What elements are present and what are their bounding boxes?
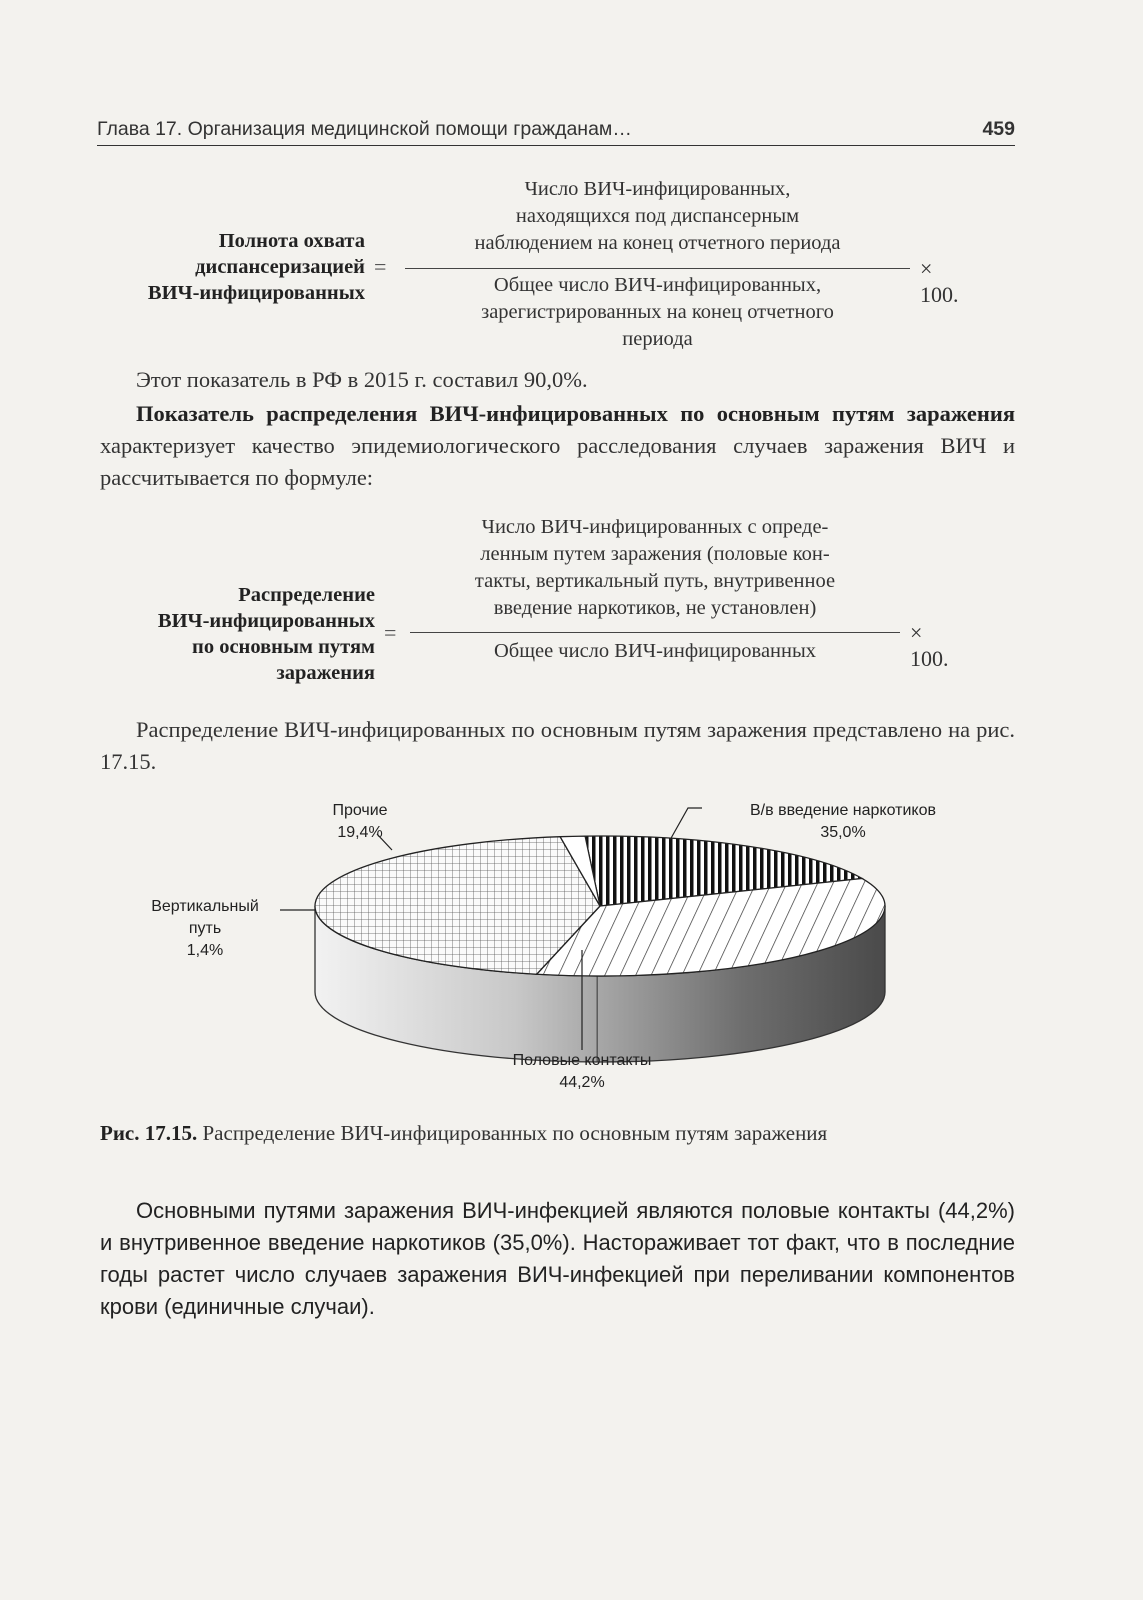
leader-injection bbox=[670, 808, 702, 840]
paragraph-conclusion: Основными путями заражения ВИЧ-инфекцией являются половые контакты (44,2%) и внутривенное введение наркотиков (35,0%). Настораживает тот факт, что в последние годы растет число случаев заражения ВИЧ-инфекцией при переливании компонентов крови (единичные случаи). bbox=[100, 1198, 1015, 1319]
numerator-line: находящихся под диспансерным bbox=[515, 205, 800, 227]
pie-chart bbox=[130, 800, 1010, 1110]
label-line: диспансеризацией bbox=[195, 256, 365, 278]
caption-number: Рис. 17.15. bbox=[100, 1121, 198, 1145]
denominator-line: Общее число ВИЧ-инфицированных, bbox=[493, 274, 822, 296]
label-sexual bbox=[482, 1050, 682, 1094]
label-line: ВИЧ-инфицированных bbox=[147, 282, 365, 304]
label-other-name: Прочие bbox=[332, 802, 388, 819]
formula-coverage-label bbox=[90, 228, 365, 306]
numerator-line: такты, вертикальный путь, внутривенное bbox=[474, 570, 836, 592]
formula-distribution-denominator bbox=[405, 638, 905, 665]
numerator-line: Число ВИЧ-инфицированных с опреде- bbox=[481, 516, 829, 538]
label-other-value: 19,4% bbox=[337, 824, 383, 841]
formula-distribution-numerator bbox=[405, 514, 905, 622]
label-sexual-name: Половые контакты bbox=[512, 1052, 652, 1069]
pie-top-layer bbox=[315, 836, 885, 976]
formula-distribution-label bbox=[90, 582, 375, 686]
figure-caption bbox=[100, 1118, 1015, 1148]
label-vertical-name-2: путь bbox=[188, 920, 222, 937]
paragraph-value: Этот показатель в РФ в 2015 г. составил 90,0%. bbox=[136, 367, 588, 392]
paragraph-indicator bbox=[100, 398, 1015, 494]
label-line: по основным путям bbox=[192, 636, 375, 658]
paragraph-figure-ref: Распределение ВИЧ-инфицированных по основным путям заражения представлено на рис. 17.15. bbox=[100, 717, 1015, 774]
page-number: 459 bbox=[982, 118, 1015, 140]
numerator-line: наблюдением на конец отчетного периода bbox=[474, 232, 841, 254]
equals-sign: = bbox=[384, 620, 397, 645]
label-line: ВИЧ-инфицированных bbox=[157, 610, 375, 632]
multiplier: × 100. bbox=[920, 256, 959, 307]
denominator-line: периода bbox=[622, 328, 693, 350]
chapter-title: Глава 17. Организация медицинской помощи гражданам… bbox=[97, 118, 632, 140]
equals-sign: = bbox=[374, 254, 387, 279]
label-injection bbox=[708, 800, 978, 844]
indicator-term: Показатель распределения ВИЧ-инфицированных по основным путям заражения bbox=[136, 401, 1015, 426]
numerator-line: Число ВИЧ-инфицированных, bbox=[524, 178, 791, 200]
formula-coverage-numerator bbox=[400, 176, 915, 257]
numerator-line: введение наркотиков, не установлен) bbox=[493, 597, 817, 619]
fraction-bar bbox=[410, 632, 900, 633]
running-head bbox=[97, 118, 1015, 146]
indicator-description: характеризует качество эпидемиологического расследования случаев заражения ВИЧ и рассчитывается по формуле: bbox=[100, 433, 1015, 490]
numerator-line: ленным путем заражения (половые кон- bbox=[480, 543, 830, 565]
label-injection-value: 35,0% bbox=[820, 824, 866, 841]
label-injection-name: В/в введение наркотиков bbox=[750, 802, 936, 819]
label-vertical-value: 1,4% bbox=[186, 942, 224, 959]
label-vertical bbox=[130, 896, 280, 962]
label-line: заражения bbox=[276, 662, 375, 684]
formula-coverage-denominator bbox=[400, 272, 915, 353]
caption-text: Распределение ВИЧ-инфицированных по основным путям заражения bbox=[197, 1121, 828, 1145]
label-sexual-value: 44,2% bbox=[559, 1074, 605, 1091]
denominator-line: зарегистрированных на конец отчетного bbox=[481, 301, 834, 323]
label-line: Полнота охвата bbox=[218, 230, 365, 252]
denominator-line: Общее число ВИЧ-инфицированных bbox=[493, 640, 817, 662]
label-line: Распределение bbox=[238, 584, 375, 606]
label-vertical-name: Вертикальный bbox=[151, 898, 259, 915]
fraction-bar bbox=[405, 268, 910, 269]
multiplier: × 100. bbox=[910, 620, 949, 671]
label-other bbox=[280, 800, 440, 844]
